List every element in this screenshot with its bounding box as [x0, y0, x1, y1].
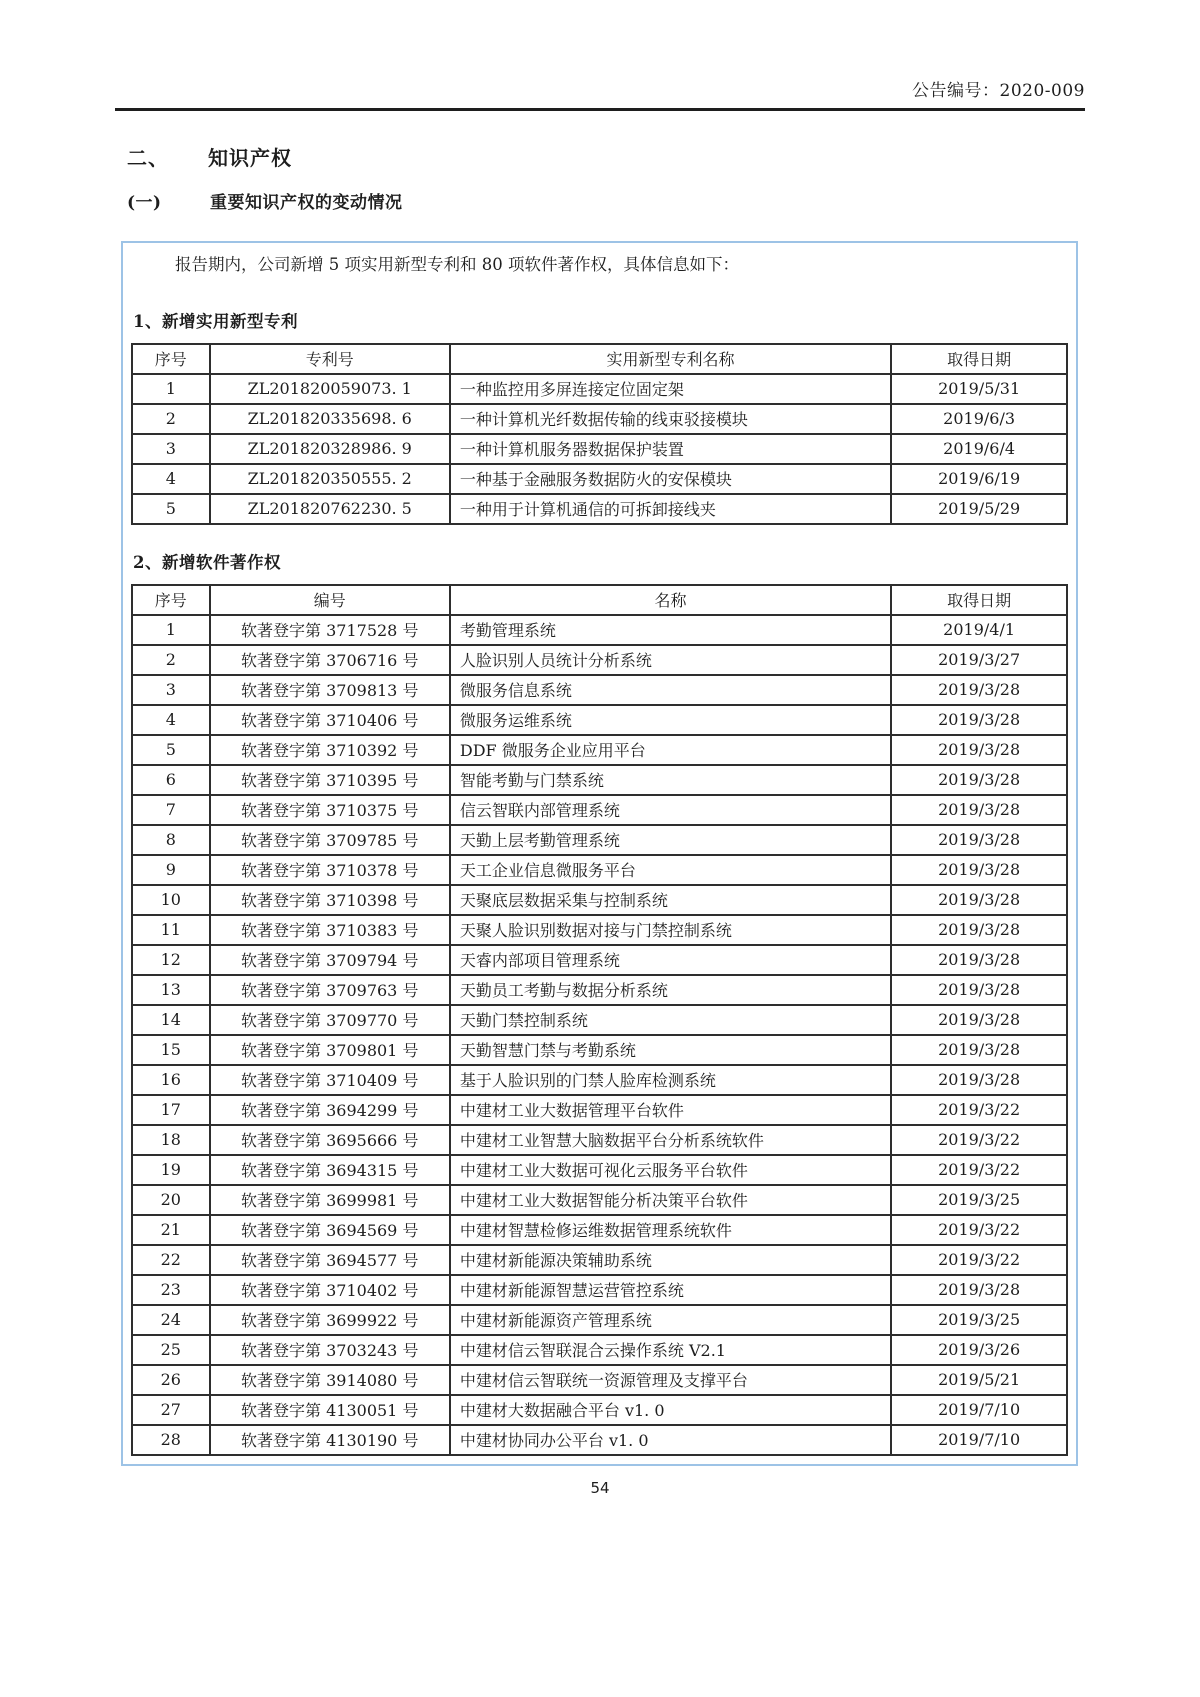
table-cell: 16: [132, 1065, 210, 1095]
table-cell: 中建材信云智联混合云操作系统 V2.1: [450, 1335, 891, 1365]
table-cell: 8: [132, 825, 210, 855]
table-cell: 一种计算机服务器数据保护装置: [450, 434, 891, 464]
table-cell: 1: [132, 615, 210, 645]
table-cell: 2019/6/4: [891, 434, 1067, 464]
table-cell: 天勤门禁控制系统: [450, 1005, 891, 1035]
table-cell: 4: [132, 464, 210, 494]
patents-section-title: 1、新增实用新型专利: [133, 311, 298, 331]
table-cell: 28: [132, 1425, 210, 1455]
table-cell: 软著登字第 4130051 号: [210, 1395, 450, 1425]
table-cell: 天勤上层考勤管理系统: [450, 825, 891, 855]
page-number: 54: [590, 1478, 610, 1497]
table-cell: 11: [132, 915, 210, 945]
table-row: [132, 494, 1067, 524]
table-row: [132, 1245, 1067, 1275]
table-row: [132, 645, 1067, 675]
table-cell: 2019/3/22: [891, 1125, 1067, 1155]
table-cell: ZL201820762230. 5: [210, 494, 450, 524]
table-cell: 2019/3/26: [891, 1335, 1067, 1365]
table-cell: 中建材工业大数据可视化云服务平台软件: [450, 1155, 891, 1185]
table-cell: 软著登字第 3710392 号: [210, 735, 450, 765]
table-cell: 2019/5/21: [891, 1365, 1067, 1395]
table-row: [132, 885, 1067, 915]
subsection-title: 重要知识产权的变动情况: [210, 193, 403, 213]
table-cell: 2019/3/28: [891, 915, 1067, 945]
table-cell: 3: [132, 675, 210, 705]
table-cell: 2019/3/28: [891, 1065, 1067, 1095]
table-row: [132, 945, 1067, 975]
table-row: [132, 615, 1067, 645]
table-cell: 天睿内部项目管理系统: [450, 945, 891, 975]
table-cell: 2019/3/22: [891, 1155, 1067, 1185]
table-cell: 2019/3/28: [891, 1035, 1067, 1065]
table-cell: 2019/5/29: [891, 494, 1067, 524]
table-cell: 19: [132, 1155, 210, 1185]
table-header-row: [132, 344, 1067, 374]
table-cell: 5: [132, 494, 210, 524]
table-row: [132, 1215, 1067, 1245]
table-cell: 2019/3/25: [891, 1185, 1067, 1215]
table-row: [132, 975, 1067, 1005]
table-cell: 2019/5/31: [891, 374, 1067, 404]
table-cell: 软著登字第 3709801 号: [210, 1035, 450, 1065]
patents-table: [131, 343, 1068, 525]
table-row: [132, 735, 1067, 765]
table-cell: 中建材新能源智慧运营管控系统: [450, 1275, 891, 1305]
subsection-heading: [115, 188, 1085, 213]
table-cell: 微服务运维系统: [450, 705, 891, 735]
table-row: [132, 1095, 1067, 1125]
table-cell: 15: [132, 1035, 210, 1065]
table-row: [132, 1425, 1067, 1455]
table-cell: 2019/3/28: [891, 735, 1067, 765]
table-cell: 中建材新能源资产管理系统: [450, 1305, 891, 1335]
table-cell: 软著登字第 3699981 号: [210, 1185, 450, 1215]
table-cell: 2019/3/22: [891, 1215, 1067, 1245]
table-cell: 软著登字第 3694569 号: [210, 1215, 450, 1245]
table-cell: 中建材工业大数据管理平台软件: [450, 1095, 891, 1125]
table-cell: 信云智联内部管理系统: [450, 795, 891, 825]
table-row: [132, 1065, 1067, 1095]
table-cell: 22: [132, 1245, 210, 1275]
table-cell: 2019/3/28: [891, 705, 1067, 735]
table-cell: 12: [132, 945, 210, 975]
table-cell: 一种计算机光纤数据传输的线束驳接模块: [450, 404, 891, 434]
column-header: 专利号: [210, 344, 450, 374]
intro-paragraph: 报告期内，公司新增 5 项实用新型专利和 80 项软件著作权，具体信息如下：: [175, 255, 739, 274]
table-row: [132, 1275, 1067, 1305]
table-cell: 17: [132, 1095, 210, 1125]
table-cell: 软著登字第 3710383 号: [210, 915, 450, 945]
table-cell: 软著登字第 4130190 号: [210, 1425, 450, 1455]
table-cell: 天工企业信息微服务平台: [450, 855, 891, 885]
column-header: 序号: [132, 585, 210, 615]
table-cell: 20: [132, 1185, 210, 1215]
table-cell: 5: [132, 735, 210, 765]
table-cell: 2019/3/28: [891, 945, 1067, 975]
table-cell: 14: [132, 1005, 210, 1035]
table-cell: 一种基于金融服务数据防火的安保模块: [450, 464, 891, 494]
subsection-number: (一): [127, 193, 162, 213]
table-cell: 软著登字第 3710402 号: [210, 1275, 450, 1305]
table-cell: 2019/3/28: [891, 885, 1067, 915]
table-row: [132, 675, 1067, 705]
column-header: 名称: [450, 585, 891, 615]
table-cell: 一种用于计算机通信的可拆卸接线夹: [450, 494, 891, 524]
table-cell: 天勤员工考勤与数据分析系统: [450, 975, 891, 1005]
table-cell: 2019/3/28: [891, 855, 1067, 885]
table-cell: 软著登字第 3914080 号: [210, 1365, 450, 1395]
table-cell: 2019/3/27: [891, 645, 1067, 675]
section-heading: [115, 142, 1085, 171]
table-cell: 软著登字第 3694315 号: [210, 1155, 450, 1185]
table-cell: 2019/3/28: [891, 975, 1067, 1005]
table-cell: 4: [132, 705, 210, 735]
table-cell: 软著登字第 3709770 号: [210, 1005, 450, 1035]
table-cell: 21: [132, 1215, 210, 1245]
table-cell: 软著登字第 3703243 号: [210, 1335, 450, 1365]
table-cell: 2019/3/25: [891, 1305, 1067, 1335]
table-cell: 3: [132, 434, 210, 464]
table-row: [132, 1185, 1067, 1215]
table-cell: 软著登字第 3709794 号: [210, 945, 450, 975]
table-cell: 软著登字第 3710378 号: [210, 855, 450, 885]
table-cell: 23: [132, 1275, 210, 1305]
table-cell: 26: [132, 1365, 210, 1395]
table-cell: 18: [132, 1125, 210, 1155]
table-cell: 中建材工业智慧大脑数据平台分析系统软件: [450, 1125, 891, 1155]
table-cell: 2019/3/28: [891, 765, 1067, 795]
table-row: [132, 464, 1067, 494]
table-cell: 软著登字第 3710409 号: [210, 1065, 450, 1095]
table-cell: 中建材大数据融合平台 v1. 0: [450, 1395, 891, 1425]
table-row: [132, 855, 1067, 885]
table-cell: ZL201820059073. 1: [210, 374, 450, 404]
table-cell: 中建材工业大数据智能分析决策平台软件: [450, 1185, 891, 1215]
table-cell: 6: [132, 765, 210, 795]
table-cell: 软著登字第 3709785 号: [210, 825, 450, 855]
table-cell: 2019/3/28: [891, 795, 1067, 825]
table-cell: 软著登字第 3717528 号: [210, 615, 450, 645]
table-row: [132, 825, 1067, 855]
table-cell: ZL201820335698. 6: [210, 404, 450, 434]
table-cell: 人脸识别人员统计分析系统: [450, 645, 891, 675]
table-row: [132, 705, 1067, 735]
section-number: 二、: [127, 146, 169, 170]
section-title: 知识产权: [208, 146, 292, 170]
table-cell: 2019/3/28: [891, 825, 1067, 855]
table-cell: 考勤管理系统: [450, 615, 891, 645]
table-cell: 中建材智慧检修运维数据管理系统软件: [450, 1215, 891, 1245]
announcement-number: 公告编号：2020-009: [912, 81, 1085, 101]
table-row: [132, 1155, 1067, 1185]
table-cell: 9: [132, 855, 210, 885]
table-cell: 2019/3/28: [891, 1005, 1067, 1035]
table-cell: 1: [132, 374, 210, 404]
table-row: [132, 1005, 1067, 1035]
header-rule: [115, 108, 1085, 111]
table-cell: 软著登字第 3699922 号: [210, 1305, 450, 1335]
table-cell: 天聚底层数据采集与控制系统: [450, 885, 891, 915]
table-cell: 软著登字第 3709763 号: [210, 975, 450, 1005]
table-cell: DDF 微服务企业应用平台: [450, 735, 891, 765]
table-cell: 24: [132, 1305, 210, 1335]
table-cell: 一种监控用多屏连接定位固定架: [450, 374, 891, 404]
content-box: [121, 241, 1078, 1466]
table-cell: 软著登字第 3710398 号: [210, 885, 450, 915]
table-row: [132, 404, 1067, 434]
table-cell: 天聚人脸识别数据对接与门禁控制系统: [450, 915, 891, 945]
table-row: [132, 765, 1067, 795]
table-cell: 微服务信息系统: [450, 675, 891, 705]
table-row: [132, 1365, 1067, 1395]
column-header: 编号: [210, 585, 450, 615]
column-header: 序号: [132, 344, 210, 374]
table-cell: 软著登字第 3710375 号: [210, 795, 450, 825]
table-cell: 中建材新能源决策辅助系统: [450, 1245, 891, 1275]
column-header: 取得日期: [891, 585, 1067, 615]
table-cell: 2019/3/28: [891, 675, 1067, 705]
table-cell: 7: [132, 795, 210, 825]
table-row: [132, 915, 1067, 945]
table-cell: 中建材协同办公平台 v1. 0: [450, 1425, 891, 1455]
table-cell: 10: [132, 885, 210, 915]
table-cell: 2019/3/28: [891, 1275, 1067, 1305]
column-header: 实用新型专利名称: [450, 344, 891, 374]
table-cell: 2019/4/1: [891, 615, 1067, 645]
table-cell: 27: [132, 1395, 210, 1425]
table-cell: 2019/6/3: [891, 404, 1067, 434]
table-row: [132, 1125, 1067, 1155]
table-cell: 2019/3/22: [891, 1245, 1067, 1275]
table-cell: 软著登字第 3709813 号: [210, 675, 450, 705]
table-row: [132, 374, 1067, 404]
table-cell: 基于人脸识别的门禁人脸库检测系统: [450, 1065, 891, 1095]
table-cell: 2019/7/10: [891, 1425, 1067, 1455]
table-row: [132, 1305, 1067, 1335]
table-row: [132, 795, 1067, 825]
table-row: [132, 434, 1067, 464]
table-cell: 2: [132, 404, 210, 434]
table-row: [132, 1335, 1067, 1365]
table-cell: 软著登字第 3710395 号: [210, 765, 450, 795]
software-section-title: 2、新增软件著作权: [133, 552, 281, 572]
table-cell: 智能考勤与门禁系统: [450, 765, 891, 795]
table-cell: 中建材信云智联统一资源管理及支撑平台: [450, 1365, 891, 1395]
column-header: 取得日期: [891, 344, 1067, 374]
table-cell: ZL201820350555. 2: [210, 464, 450, 494]
table-row: [132, 1035, 1067, 1065]
software-copyrights-table: [131, 584, 1068, 1456]
table-cell: 2019/7/10: [891, 1395, 1067, 1425]
table-cell: 软著登字第 3695666 号: [210, 1125, 450, 1155]
table-cell: 2019/6/19: [891, 464, 1067, 494]
table-cell: ZL201820328986. 9: [210, 434, 450, 464]
table-cell: 25: [132, 1335, 210, 1365]
table-cell: 2: [132, 645, 210, 675]
table-cell: 软著登字第 3710406 号: [210, 705, 450, 735]
table-cell: 2019/3/22: [891, 1095, 1067, 1125]
table-row: [132, 1395, 1067, 1425]
table-cell: 天勤智慧门禁与考勤系统: [450, 1035, 891, 1065]
table-header-row: [132, 585, 1067, 615]
table-cell: 软著登字第 3706716 号: [210, 645, 450, 675]
table-cell: 13: [132, 975, 210, 1005]
table-cell: 软著登字第 3694577 号: [210, 1245, 450, 1275]
table-cell: 软著登字第 3694299 号: [210, 1095, 450, 1125]
